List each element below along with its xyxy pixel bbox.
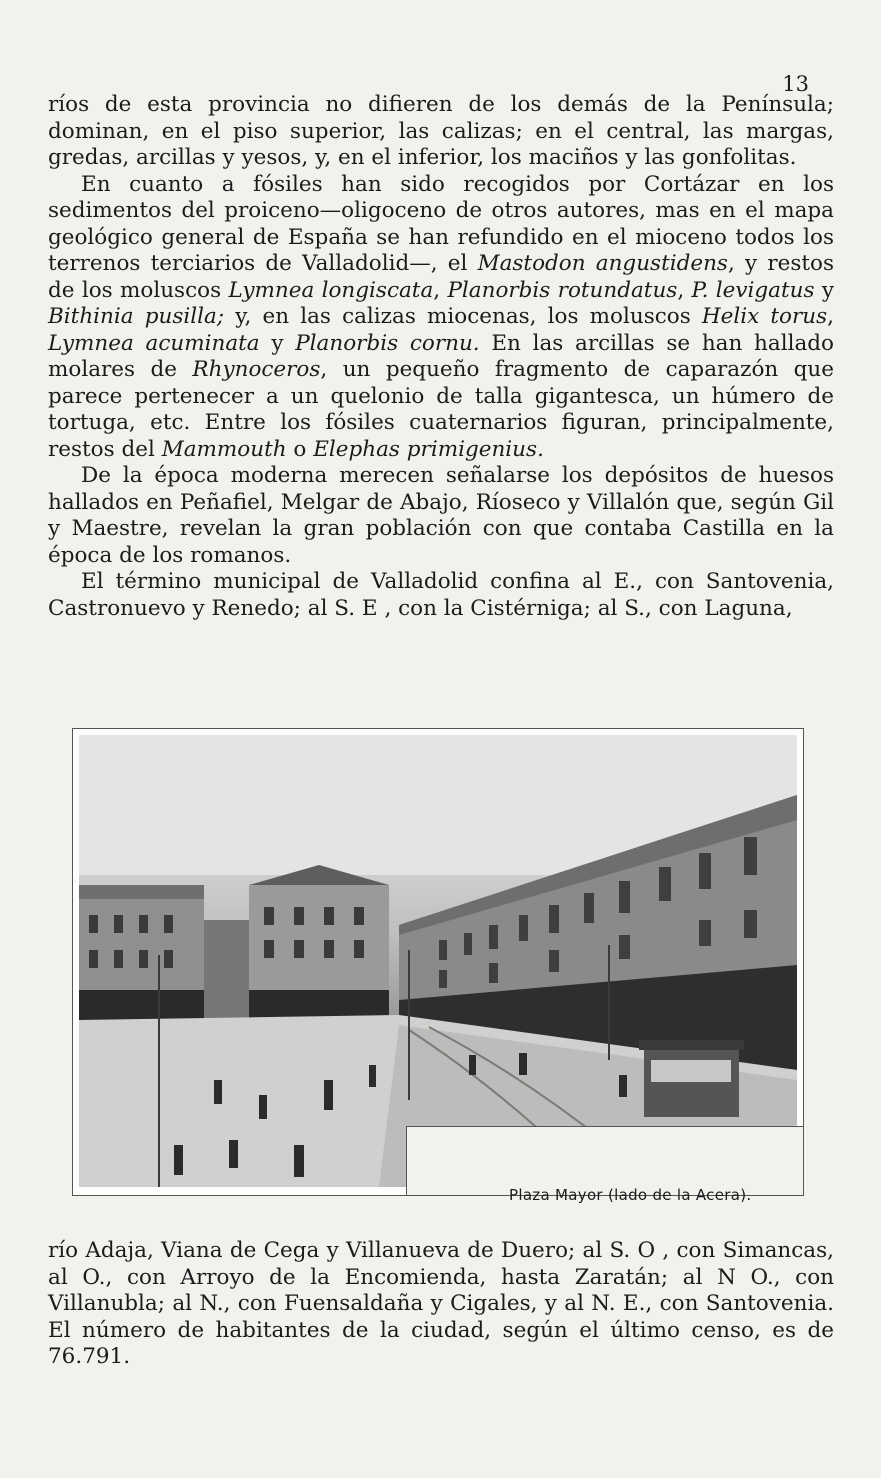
text-run: ríos de esta provincia no difieren de los demás de la Península; dominan, en el piso superior, las calizas; en el central, las margas, gredas, arcillas y yesos, y, en el inferior, los maciños y las gonfolitas.: [48, 92, 834, 170]
species-name: Elephas primigenius.: [313, 436, 544, 462]
plaza-mayor-photo: [79, 735, 797, 1187]
text-run: , y restos de los moluscos: [48, 251, 835, 303]
body-text-bottom: [48, 1238, 834, 1371]
text-run: En cuanto a fósiles han sido recogidos por Cortázar en los sedimentos del proiceno—oligoceno de otros autores, mas en el mapa geológico general de España se han refundido en el mioceno todos los terrenos terciarios de Valladolid—, el: [48, 171, 834, 276]
text-run: , un pequeño fragmento de caparazón que parece pertenecer a un quelonio de talla gigantesca, un húmero de tortuga, etc. Entre los fósiles cuaternarios figuran, principalmente, restos del: [48, 357, 834, 462]
paragraph: [48, 172, 834, 464]
text-run: ,: [433, 277, 448, 303]
text-run: o: [286, 436, 314, 462]
text-run: río Adaja, Viana de Cega y Villanueva de Duero; al S. O , con Simancas, al O., con Arroyo de la Encomienda, hasta Zaratán; al N O., con Villanubla; al N., con Fuensaldaña y Cigales, y al N. E., con Santovenia. El número de habitantes de la ciudad, según el último censo, es de 76.791.: [48, 1238, 834, 1369]
text-run: ,: [827, 304, 834, 329]
species-name: Helix torus: [701, 304, 828, 329]
species-name: Planorbis cornu.: [295, 330, 480, 356]
plaza-photo-illustration: [79, 735, 797, 1187]
text-run: y: [259, 330, 296, 356]
species-name: Mammouth: [161, 436, 287, 462]
text-run: ,: [677, 277, 692, 303]
caption-notch: [406, 1126, 803, 1195]
paragraph: [48, 569, 834, 622]
page-number: 13: [782, 72, 809, 96]
species-name: Planorbis rotundatus: [447, 277, 678, 303]
species-name: Rhynoceros: [192, 357, 321, 382]
species-name: P. levigatus: [691, 277, 815, 303]
paragraph: [48, 1238, 834, 1371]
species-name: Lymnea acuminata: [48, 330, 260, 356]
species-name: Lymnea longiscata: [228, 277, 434, 303]
species-name: Bithinia pusilla;: [48, 304, 225, 329]
paragraph: [48, 463, 834, 569]
body-text-top: [48, 92, 834, 622]
species-name: Mastodon angustidens: [477, 251, 728, 276]
photo-caption: Plaza Mayor (lado de la Acera).: [509, 1186, 752, 1204]
text-run: y: [814, 277, 834, 303]
paragraph: [48, 92, 834, 172]
text-run: El término municipal de Valladolid confina al E., con Santovenia, Castronuevo y Renedo; al S. E , con la Cistérniga; al S., con Laguna,: [48, 569, 834, 621]
text-run: En las arcillas se han hallado molares de: [48, 330, 834, 382]
text-run: y, en las calizas miocenas, los moluscos: [224, 304, 702, 329]
text-run: De la época moderna merecen señalarse los depósitos de huesos hallados en Peñafiel, Melgar de Abajo, Ríoseco y Villalón que, según Gil y Maestre, revelan la gran población con que contaba Castilla en la época de los romanos.: [48, 463, 834, 568]
